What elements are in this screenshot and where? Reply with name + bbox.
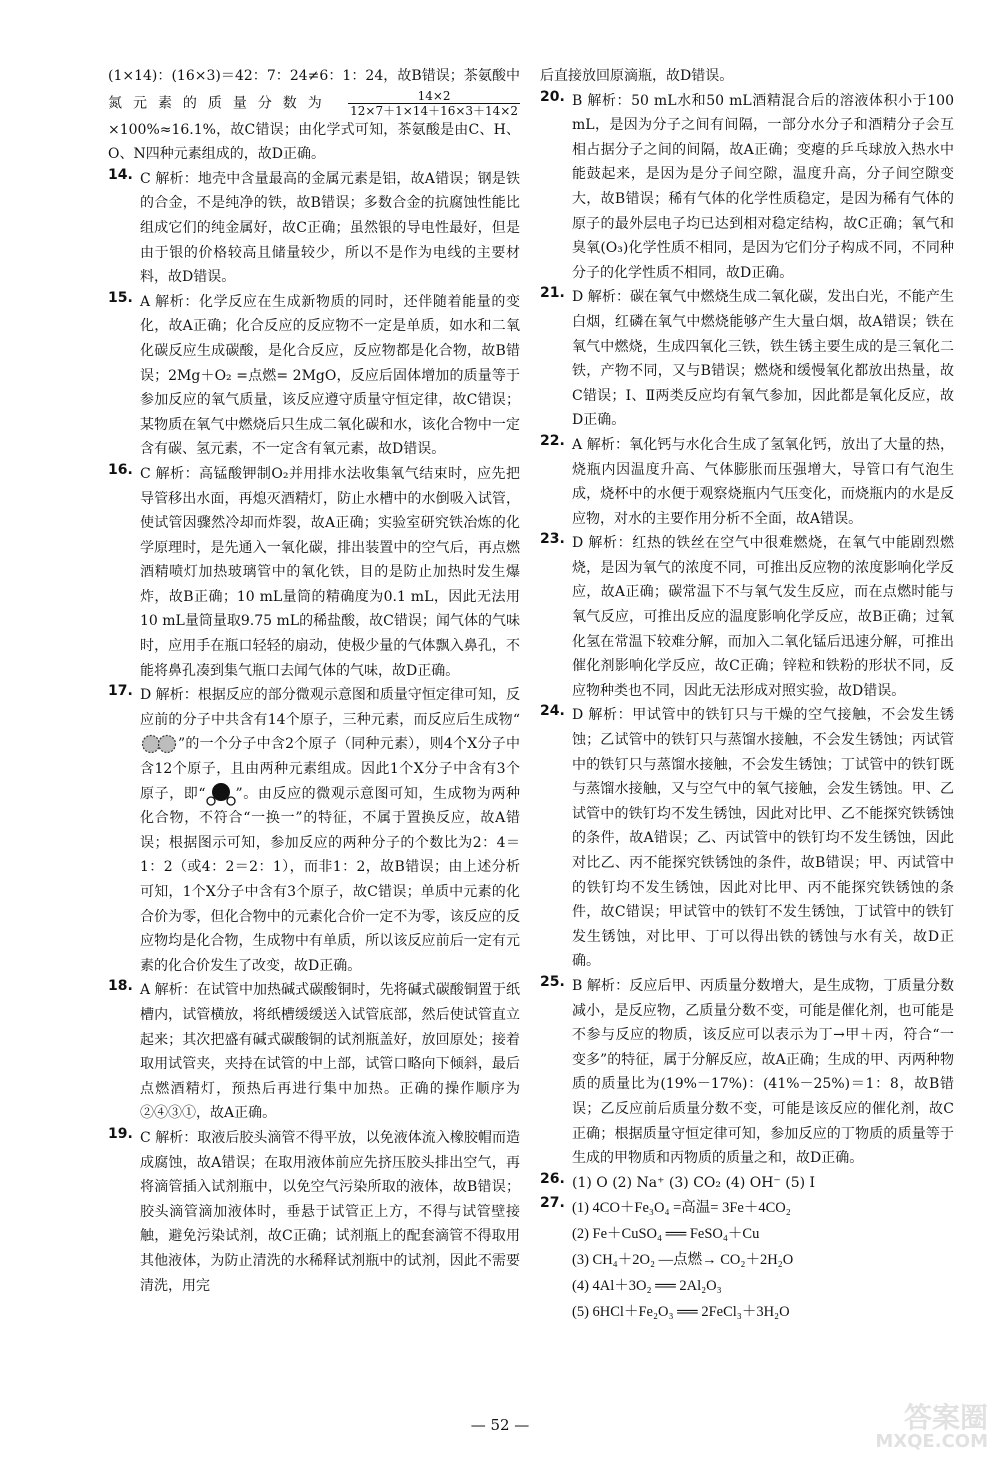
right-column <box>540 64 954 1325</box>
mass-fraction <box>348 89 520 118</box>
equation-1: (1) 4CO＋Fe₃O₄ =高温= 3Fe＋4CO₂ <box>572 1200 791 1217</box>
equation-2: (2) Fe＋CuSO₄ ══ FeSO₄＋Cu <box>572 1226 760 1243</box>
answer-item-24 <box>540 703 954 974</box>
item-text-part-c: ”。由反应的微观示意图可知，生成物为两种化合物，不符合“一换一”的特征，不属于置换反应，故A错误；根据图示可知，参加反应的两种分子的个数比为2：4＝1：2（或4：2＝2：1），而非1：2，故B错误；由上述分析可知，1个X分子中含有3个原子，故C错误；单质中元素的化合价为零，但化合物中的元素化合价一定不为零，该反应的反应物均是化合物，生成物中有单质，所以该反应前后一定有元素的化合价发生了改变，故D正确。 <box>140 785 520 974</box>
item-number: 19. <box>108 1125 133 1142</box>
equation-3: (3) CH₄＋2O₂ —点燃→ CO₂＋2H₂O <box>572 1252 794 1269</box>
item-number: 23. <box>540 531 565 548</box>
equation-4: (4) 4Al＋3O₂ ══ 2Al₂O₃ <box>572 1278 722 1295</box>
item-number: 25. <box>540 973 565 990</box>
item-text: B 解析：反应后甲、丙质量分数增大，是生成物，丁质量分数减小，是反应物，乙质量分数不变，可能是催化剂，也可能是不参与反应的物质，该反应可以表示为丁→甲＋丙，符合“一变多”的特征，属于分解反应，故A正确；生成的甲、丙两种物质的质量比为(19%－17%)：(41%－25%)＝1：8，故B错误；乙反应前后质量分数不变，可能是该反应的催化剂，故C正确；根据质量守恒定律可知，参加反应的丁物质的质量等于生成的甲物质和丙物质的质量之和，故D正确。 <box>572 977 954 1167</box>
watermark-logo <box>858 1396 988 1452</box>
item-number: 24. <box>540 703 565 720</box>
item-text: A 解析：氧化钙与水化合生成了氢氧化钙，放出了大量的热，烧瓶内因温度升高、气体膨胀而压强增大，导管口有气泡生成，烧杯中的水便于观察烧瓶内气压变化，而烧瓶内的水是反应物，对水的主要作用分析不全面，故A错误。 <box>572 436 954 527</box>
answer-item-21 <box>540 285 954 433</box>
answer-item-17 <box>108 683 520 978</box>
watermark-text: 答案圈 <box>903 1401 988 1434</box>
q13-continuation <box>108 64 520 167</box>
item-number: 15. <box>108 289 133 306</box>
q13-cont-text-1: (1×14)：(16×3)＝42：7：24≠6：1：24，故B错误；茶氨酸中氮元素的质量分数为 <box>108 68 520 112</box>
diatomic-molecule-icon <box>140 734 178 754</box>
item-number: 17. <box>108 683 133 700</box>
item-number: 21. <box>540 285 565 302</box>
fraction-numerator: 14×2 <box>348 89 520 104</box>
item-text: D 解析：碳在氧气中燃烧生成二氧化碳，发出白光，不能产生白烟，红磷在氧气中燃烧能够产生大量白烟，故A错误；铁在氧气中燃烧，生成四氧化三铁，铁生锈主要生成的是三氧化二铁，产物不同，又与B错误；燃烧和缓慢氧化都放出热量，故C错误；Ⅰ、Ⅱ两类反应均有氧气参加，因此都是氧化反应，故D正确。 <box>572 289 954 429</box>
answer-item-27 <box>540 1195 954 1325</box>
item-number: 22. <box>540 432 565 449</box>
answer-item-23 <box>540 531 954 703</box>
answer-item-16 <box>108 462 520 683</box>
watermark-url: MXQE.COM <box>875 1431 988 1452</box>
item-text: C 解析：取液后胶头滴管不得平放，以免液体流入橡胶帽而造成腐蚀，故A错误；在取用液体前应先挤压胶头排出空气，再将滴管插入试剂瓶中，以免空气污染所取的液体，故B错误；胶头滴管滴加液体时，垂悬于试管正上方，不得与试管壁接触，避免污染试剂，故C正确；试剂瓶上的配套滴管不得取用其他液体，为防止清洗的水稀释试剂瓶中的试剂，因此不需要清洗，用完 <box>140 1129 520 1294</box>
item-text: C 解析：地壳中含量最高的金属元素是铝，故A错误；钢是铁的合金，不是纯净的铁，故B错误；多数合金的抗腐蚀性能比组成它们的纯金属好，故C正确；虽然银的导电性最好，但是由于银的价格较高且储量较少，所以不是作为电线的主要材料，故D错误。 <box>140 170 520 286</box>
item-text <box>140 683 520 978</box>
item-text-part-a: D 解析：根据反应的部分微观示意图和质量守恒定律可知，反应前的分子中共含有14个原子，三种元素，而反应后生成物“ <box>140 687 520 728</box>
answer-item-20 <box>540 89 954 286</box>
left-column <box>108 64 520 1298</box>
item-number: 18. <box>108 978 133 995</box>
answer-item-25 <box>540 974 954 1171</box>
item-number: 16. <box>108 461 133 478</box>
q19-continuation: 后直接放回原滴瓶，故D错误。 <box>540 68 734 84</box>
page-number: — 52 — <box>470 1416 530 1434</box>
item-number: 14. <box>108 166 133 183</box>
item-text: D 解析：红热的铁丝在空气中很难燃烧，在氧气中能剧烈燃烧，是因为氧气的浓度不同，可推出反应物的浓度影响化学反应，故A正确；碳常温下不与氧气发生反应，而在点燃时能与氧气反应，可推出反应的温度影响化学反应，故B正确；过氧化氢在常温下较难分解，而加入二氧化锰后迅速分解，可推出催化剂影响化学反应，故C正确；锌粒和铁粉的形状不同，反应物种类也不同，因此无法形成对照实验，故D错误。 <box>572 535 954 699</box>
answer-item-19 <box>108 1126 520 1298</box>
triatomic-molecule-icon <box>206 782 236 806</box>
item-number: 27. <box>540 1195 565 1212</box>
answer-item-14 <box>108 167 520 290</box>
fraction-denominator: 12×7＋1×14＋16×3＋14×2 <box>350 103 518 118</box>
item-text: B 解析：50 mL水和50 mL酒精混合后的溶液体积小于100 mL，是因为分子之间有间隔，一部分水分子和酒精分子会互相占据分子之间的间隔，故A正确；变瘪的乒乓球放入热水中能鼓起来，是因为是分子间空隙，温度升高，分子间空隙变大，故B错误；稀有气体的化学性质稳定，是因为稀有气体的原子的最外层电子均已达到相对稳定结构，故C正确；氧气和臭氧(O₃)化学性质不相同，是因为它们分子构成不同，不同种分子的化学性质不相同，故D正确。 <box>572 92 954 281</box>
item-text: A 解析：在试管中加热碱式碳酸铜时，先将碱式碳酸铜置于纸槽内，试管横放，将纸槽缓缓送入试管底部，然后使试管直立起来；其次把盛有碱式碳酸铜的试剂瓶盖好，放回原处；接着取用试管夹，夹持在试管的中上部，试管口略向下倾斜，最后点燃酒精灯，预热后再进行集中加热。正确的操作顺序为②④③①，故A正确。 <box>140 982 520 1122</box>
item-text-part-b: ”的一个分子中含2个原子（同种元素），则4个X分子中含12个原子，且由两种元素组成。因此1个X分子中含有3个原子，即“ <box>140 736 520 802</box>
answer-item-26 <box>540 1171 954 1196</box>
q13-cont-text-2: ×100%≈16.1%，故C错误；由化学式可知，茶氨酸是由C、H、O、N四种元素组成的，故D正确。 <box>108 121 520 163</box>
item-text: (1) O (2) Na⁺ (3) CO₂ (4) OH⁻ (5) I <box>572 1174 816 1191</box>
item-text: A 解析：化学反应在生成新物质的同时，还伴随着能量的变化，故A正确；化合反应的反应物不一定是单质，如水和二氧化碳反应生成碳酸，是化合反应，反应物都是化合物，故B错误；2Mg＋O₂ =点燃= 2MgO，反应后固体增加的质量等于参加反应的氧气质量，该反应遵守质量守恒定律，故C错误；某物质在氧气中燃烧后只生成二氧化碳和水，该化合物中一定含有碳、氢元素，不一定含有氧元素，故D错误。 <box>140 293 520 458</box>
answer-item-22 <box>540 433 954 531</box>
item-text: C 解析：高锰酸钾制O₂并用排水法收集氧气结束时，应先把导管移出水面，再熄灭酒精灯，防止水槽中的水倒吸入试管，使试管因骤然冷却而炸裂，故A正确；实验室研究铁冶炼的化学原理时，是先通入一氧化碳，排出装置中的空气后，再点燃酒精喷灯加热玻璃管中的氧化铁，目的是防止加热时发生爆炸，故B正确；10 mL量筒的精确度为0.1 mL，因此无法用10 mL量筒量取9.75 mL的稀盐酸，故C错误；闻气体的气味时，应用手在瓶口轻轻的扇动，使极少量的气体飘入鼻孔，不能将鼻孔凑到集气瓶口去闻气体的气味，故D正确。 <box>140 465 520 679</box>
item-text: D 解析：甲试管中的铁钉只与干燥的空气接触，不会发生锈蚀；乙试管中的铁钉只与蒸馏水接触，不会发生锈蚀；丙试管中的铁钉只与蒸馏水接触，不会发生锈蚀；丁试管中的铁钉既与蒸馏水接触，又与空气中的氧气接触，会发生锈蚀。甲、乙试管中的铁钉均不发生锈蚀，因此对比甲、乙不能探究铁锈蚀的条件，故A错误；乙、丙试管中的铁钉均不发生锈蚀，因此对比乙、丙不能探究铁锈蚀的条件，故B错误；甲、丙试管中的铁钉均不发生锈蚀，因此对比甲、丙不能探究铁锈蚀的条件，故C错误；甲试管中的铁钉不发生锈蚀，丁试管中的铁钉发生锈蚀，对比甲、丁可以得出铁的锈蚀与水有关，故D正确。 <box>572 707 954 970</box>
equation-5: (5) 6HCl＋Fe₂O₃ ══ 2FeCl₃＋3H₂O <box>572 1304 790 1321</box>
item-number: 26. <box>540 1170 565 1187</box>
answer-item-18 <box>108 978 520 1126</box>
answer-item-15 <box>108 290 520 462</box>
item-number: 20. <box>540 88 565 105</box>
